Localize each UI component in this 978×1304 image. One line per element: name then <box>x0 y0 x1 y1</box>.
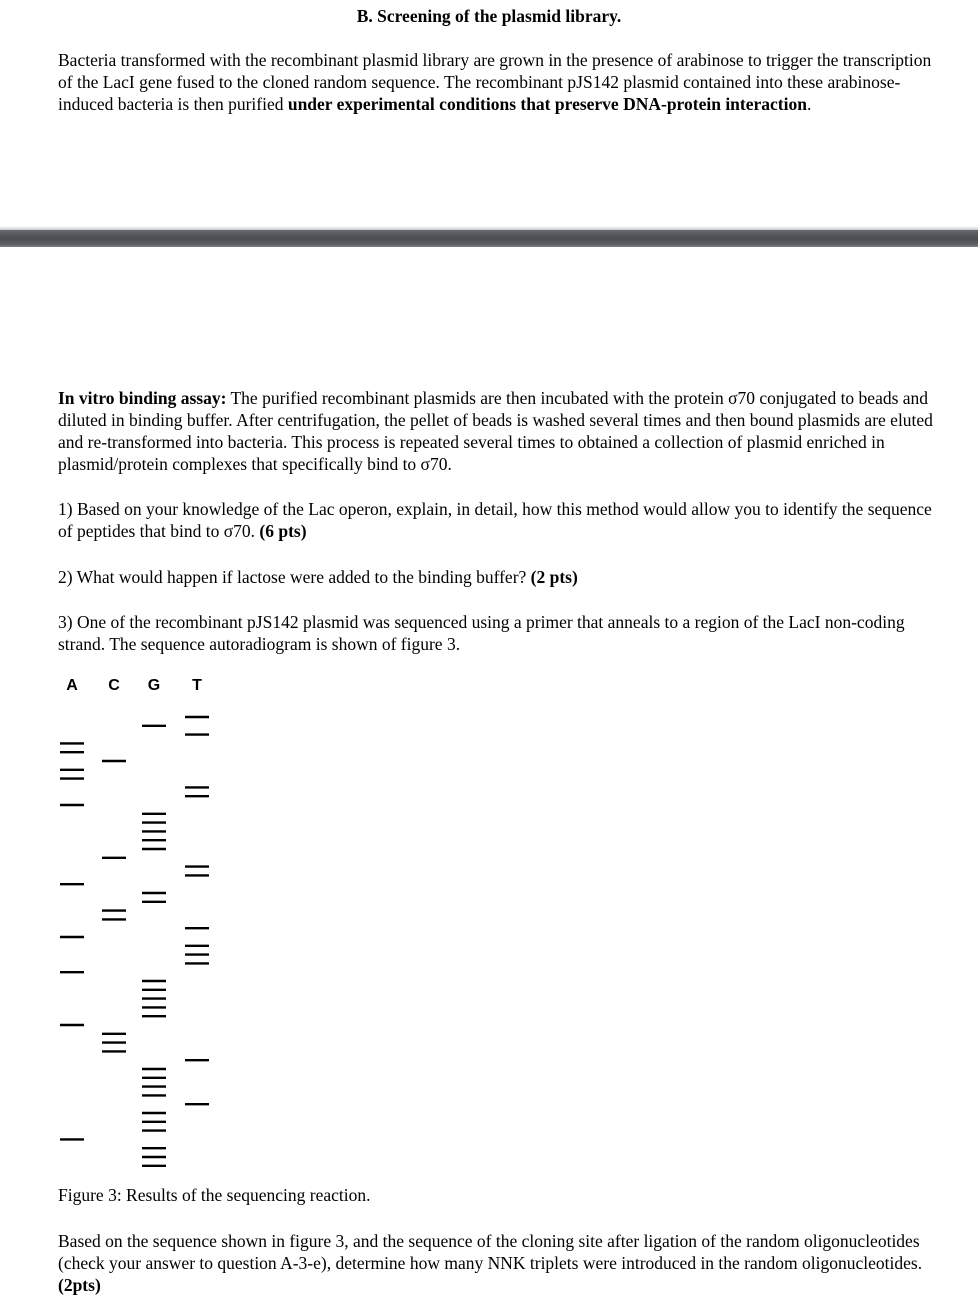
gel-lane-labels <box>56 677 216 699</box>
page-separator <box>0 230 978 247</box>
section-title: B. Screening of the plasmid library. <box>356 6 622 26</box>
question-1: 1) Based on your knowledge of the Lac operon, explain, in detail, how this method would allow you to identify the sequence of peptides that bind to σ70. (6 pts) <box>58 499 932 541</box>
intro-paragraph: Bacteria transformed with the recombinant plasmid library are grown in the presence of arabinose to trigger the transcription of the LacI gene fused to the cloned random sequence. The recombinant pJS142 plasmid contained into these arabinose-induced bacteria is then purified under experimental conditions that preserve DNA-protein interaction. <box>58 50 932 114</box>
final-question: Based on the sequence shown in figure 3, and the sequence of the cloning site after ligation of the random oligonucleotides (check your answer to question A-3-e), determine how many NNK triplets were introduced in the random oligonucleotides. (2pts) <box>58 1231 923 1295</box>
lane-label-a: A <box>66 677 78 694</box>
binding-assay-paragraph: In vitro binding assay: The purified recombinant plasmids are then incubated with the protein σ70 conjugated to beads and diluted in binding buffer. After centrifugation, the pellet of beads is washed several times and then bound plasmids are eluted and re-transformed into bacteria. This process is repeated several times to obtained a collection of plasmid enriched in plasmid/protein complexes that specifically bind to σ70. <box>58 388 933 474</box>
lane-label-t: T <box>192 677 202 694</box>
figure-caption: Figure 3: Results of the sequencing reaction. <box>58 1185 371 1205</box>
sequencing-gel <box>50 700 220 1170</box>
question-2: 2) What would happen if lactose were added to the binding buffer? (2 pts) <box>58 567 578 587</box>
lane-label-g: G <box>147 677 161 694</box>
lane-label-c: C <box>108 677 120 694</box>
question-3: 3) One of the recombinant pJS142 plasmid was sequenced using a primer that anneals to a region of the LacI non-coding strand. The sequence autoradiogram is shown of figure 3. <box>58 612 905 654</box>
